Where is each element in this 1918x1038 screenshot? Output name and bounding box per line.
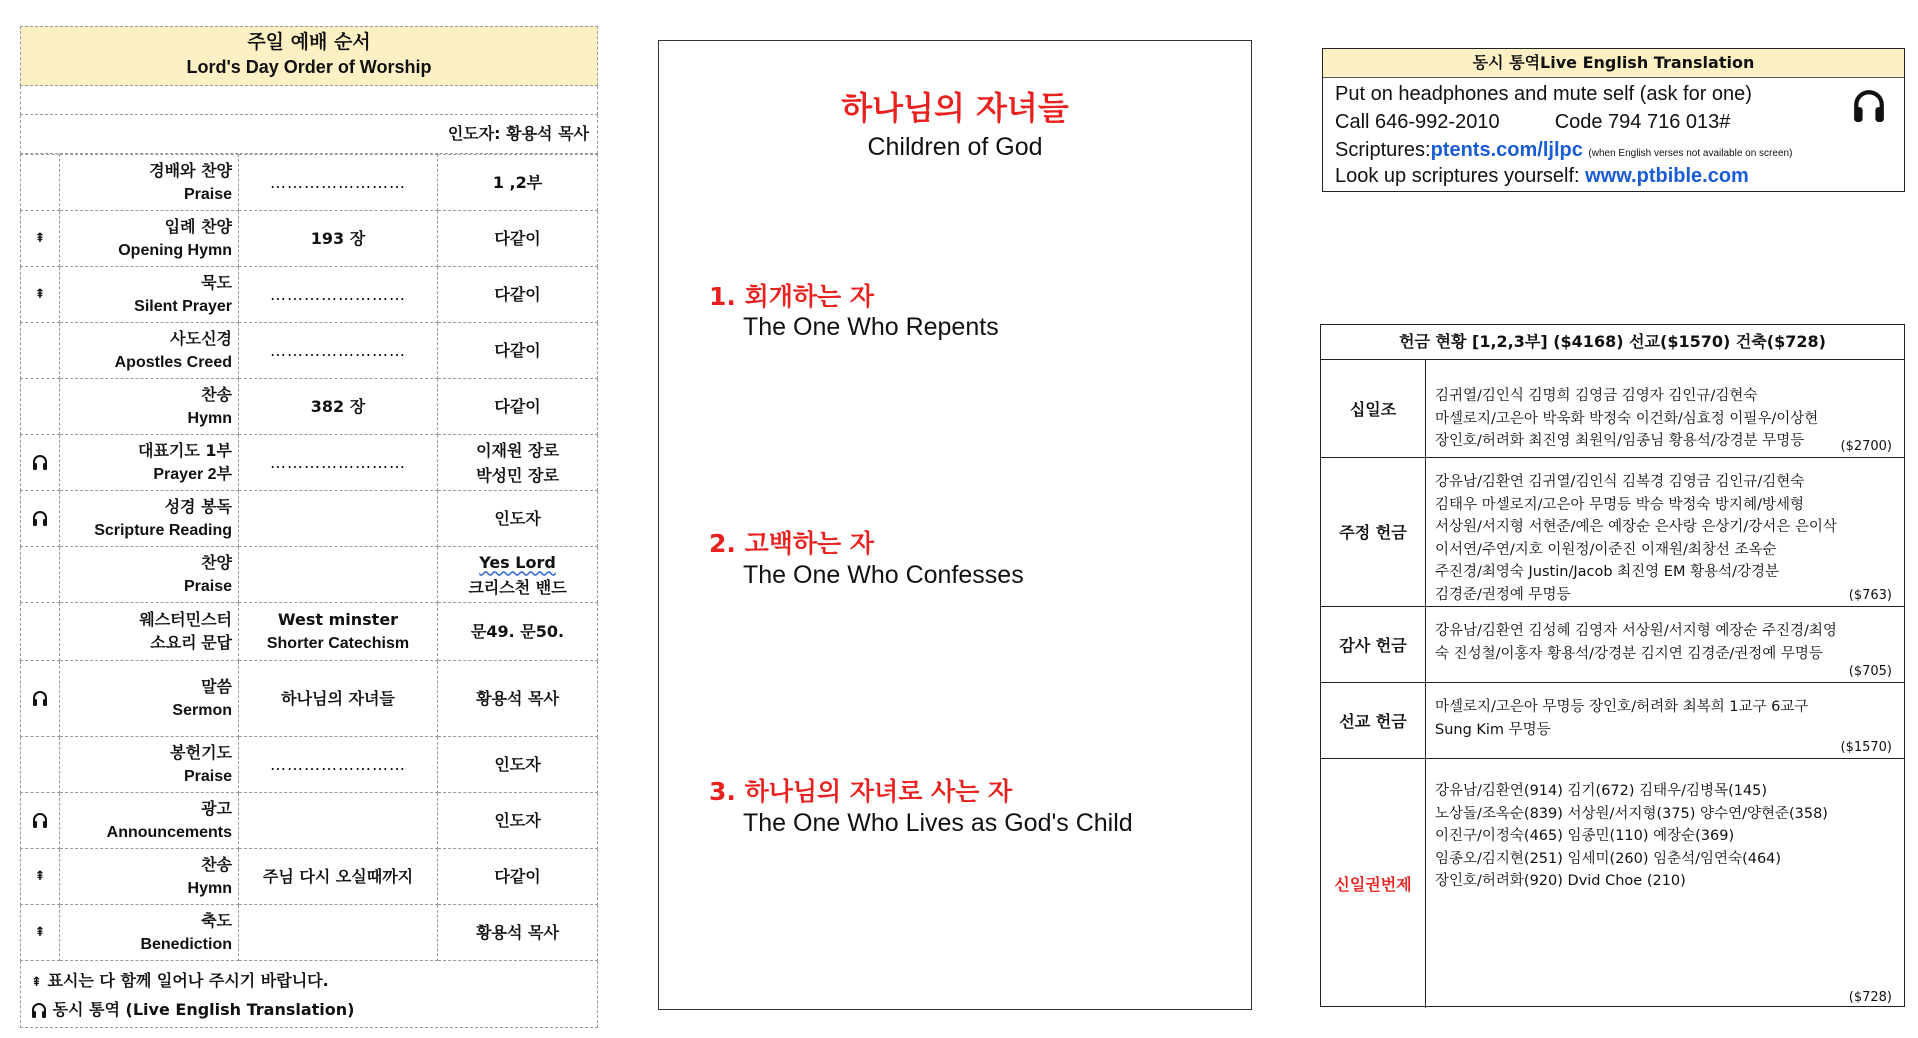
offering-name-line: 장인호/허려화 최진영 최원익/임종님 황용석/강경분 무명등 — [1435, 433, 1805, 449]
sermon-point-1-en: The One Who Repents — [743, 313, 999, 341]
worship-row — [21, 603, 598, 661]
offering-name-line: 강유남/김환연 김성혜 김영자 서상원/서지형 예장순 주진경/최영 — [1435, 623, 1837, 639]
row-name-cell — [60, 211, 239, 267]
row-icon-cell — [21, 267, 60, 323]
worship-header — [20, 26, 598, 86]
headphones-icon — [32, 812, 48, 829]
row-name-en: Praise — [183, 767, 232, 785]
row-middle-cell — [239, 793, 438, 849]
row-name-cell — [60, 905, 239, 961]
sermon-point-3-ko: 3. 하나님의 자녀로 사는 자 — [709, 777, 1013, 806]
offering-row — [1321, 606, 1904, 683]
row-middle-cell — [239, 491, 438, 547]
offering-name-line: 마셀로지/고은아 박욱화 박정숙 이건화/심효정 이필우/이상현 — [1435, 410, 1819, 427]
headphones-icon — [32, 690, 48, 707]
worship-row — [21, 379, 598, 435]
row-right: 이재원 장로 — [476, 440, 559, 460]
translation-line-4 — [1335, 165, 1749, 188]
offering-row — [1321, 758, 1904, 1008]
offering-header: 헌금 현황 [1,2,3부] ($4168) 선교($1570) 건축($728) — [1321, 325, 1904, 360]
row-name-ko: 찬송 — [201, 854, 232, 874]
headphones-icon — [31, 1002, 47, 1019]
row-right-cell — [438, 661, 598, 737]
offering-amount: ($1570) — [1840, 740, 1892, 755]
row-name-cell — [60, 793, 239, 849]
row-name-ko: 묵도 — [201, 272, 232, 292]
offering-name-line: 강유남/김환연 김귀열/김인식 김복경 김영금 김인규/김현숙 — [1435, 474, 1805, 490]
row-name-cell — [60, 267, 239, 323]
offering-category: 신일권번제 — [1321, 758, 1426, 1008]
offering-name-line: Sung Kim 무명등 — [1435, 721, 1551, 738]
row-right: 다같이 — [494, 867, 541, 886]
footnote-stand — [31, 967, 597, 996]
row-icon-cell — [21, 737, 60, 793]
headphones-icon — [1852, 87, 1886, 125]
row-right: 다같이 — [494, 285, 541, 304]
row-name-en: Apostles Creed — [114, 353, 232, 371]
row-right-cell — [438, 491, 598, 547]
row-name-en: Prayer 2부 — [153, 465, 232, 483]
row-middle-2: Shorter Catechism — [266, 634, 410, 652]
row-name-ko: 입례 찬양 — [164, 216, 232, 236]
scriptures-note: (when English verses not available on screen) — [1588, 148, 1793, 159]
translation-box — [1322, 48, 1905, 192]
offering-name-line: 마셀로지/고은아 무명등 장인호/허려화 최복희 1교구 6교구 — [1435, 699, 1809, 715]
standing-icon: ⇞ — [34, 925, 46, 940]
row-right: 다같이 — [494, 397, 541, 416]
worship-row — [21, 737, 598, 793]
worship-leader: 인도자: 황용석 목사 — [20, 115, 598, 154]
offering-amount: ($763) — [1848, 588, 1892, 603]
offering-name-line: 임종오/김지현(251) 임세미(260) 임춘석/임연숙(464) — [1435, 850, 1782, 867]
row-middle: 하나님의 자녀들 — [281, 688, 395, 708]
row-name-cell — [60, 323, 239, 379]
row-right-cell — [438, 323, 598, 379]
row-middle: …………………… — [270, 172, 406, 192]
row-icon-cell — [21, 155, 60, 211]
row-middle-cell — [239, 379, 438, 435]
worship-row — [21, 793, 598, 849]
row-name-ko: 경배와 찬양 — [149, 160, 232, 180]
offering-row — [1321, 359, 1904, 458]
row-name-cell — [60, 491, 239, 547]
row-name-ko: 광고 — [201, 798, 232, 818]
row-middle-cell — [239, 661, 438, 737]
sermon-point-2-en: The One Who Confesses — [743, 561, 1024, 589]
offering-name-line: 김태우 마셀로지/고은아 무명등 박승 박정숙 방지혜/방세형 — [1435, 496, 1804, 513]
worship-row — [21, 211, 598, 267]
translation-call: Call 646-992-2010 — [1335, 111, 1500, 133]
standing-icon: ⇞ — [31, 975, 42, 990]
row-icon-cell — [21, 211, 60, 267]
standing-icon: ⇞ — [34, 869, 46, 884]
row-right: 황용석 목사 — [476, 923, 559, 942]
worship-row — [21, 435, 598, 491]
row-middle-cell — [239, 905, 438, 961]
worship-row — [21, 849, 598, 905]
translation-code: Code 794 716 013# — [1554, 111, 1731, 133]
order-of-worship-panel — [20, 26, 598, 1028]
sermon-point-1-ko: 1. 회개하는 자 — [709, 282, 875, 311]
row-name-ko: 성경 봉독 — [164, 496, 232, 516]
row-right: 다같이 — [494, 341, 541, 360]
lookup-label: Look up scriptures yourself: — [1335, 165, 1586, 187]
row-right-cell — [438, 849, 598, 905]
row-right-cell — [438, 737, 598, 793]
row-name-ko: 찬송 — [201, 384, 232, 404]
scriptures-link[interactable]: ptents.com/ljlpc — [1430, 139, 1583, 161]
offering-amount: ($728) — [1848, 990, 1892, 1005]
row-right: 인도자 — [494, 509, 541, 528]
worship-row — [21, 491, 598, 547]
row-middle-cell — [239, 849, 438, 905]
worship-footnotes — [20, 961, 598, 1028]
row-name-en: Silent Prayer — [134, 297, 232, 315]
offering-category: 감사 헌금 — [1321, 606, 1426, 682]
offering-names — [1435, 696, 1894, 741]
sermon-title-ko: 하나님의 자녀들 — [841, 89, 1069, 127]
sermon-panel — [658, 40, 1252, 1010]
row-right: 문49. 문50. — [470, 622, 565, 641]
translation-header: 동시 통역Live English Translation — [1323, 49, 1904, 78]
headphones-icon — [32, 454, 48, 471]
row-right-cell — [438, 547, 598, 603]
row-middle-cell — [239, 323, 438, 379]
offering-category: 십일조 — [1321, 359, 1426, 457]
row-right: 인도자 — [494, 811, 541, 830]
row-name-en: Hymn — [187, 879, 232, 897]
row-middle-cell — [239, 435, 438, 491]
row-name-ko: 사도신경 — [170, 328, 232, 348]
offering-name-line: 주진경/최영숙 Justin/Jacob 최진영 EM 황용석/강경분 — [1435, 564, 1780, 580]
row-right-cell — [438, 155, 598, 211]
row-name-en: Praise — [183, 577, 232, 595]
row-name-ko: 축도 — [201, 910, 232, 930]
offering-name-line: 김경준/권정예 무명등 — [1435, 586, 1571, 603]
row-right-2: 크리스천 밴드 — [468, 577, 567, 597]
row-icon-cell — [21, 905, 60, 961]
offering-name-line: 김귀열/김인식 김명희 김영금 김영자 김인규/김현숙 — [1435, 388, 1758, 404]
row-name-cell — [60, 435, 239, 491]
sermon-point-3-en: The One Who Lives as God's Child — [743, 809, 1133, 837]
row-middle: …………………… — [270, 452, 406, 472]
row-middle: West minster — [277, 609, 399, 629]
worship-row — [21, 323, 598, 379]
footnote-translation — [31, 996, 597, 1023]
footnote-stand-text: 표시는 다 함께 일어나 주시기 바랍니다. — [47, 971, 329, 990]
row-icon-cell — [21, 547, 60, 603]
row-middle: 382 장 — [310, 396, 366, 416]
sermon-title-en: Children of God — [867, 133, 1043, 161]
row-right: 황용석 목사 — [476, 689, 559, 708]
row-name-cell — [60, 379, 239, 435]
row-middle-cell — [239, 737, 438, 793]
row-name-en: Hymn — [187, 409, 232, 427]
row-middle: 주님 다시 오실때까지 — [262, 866, 414, 886]
row-right-cell — [438, 379, 598, 435]
row-middle-cell — [239, 211, 438, 267]
translation-line-3 — [1335, 139, 1792, 162]
row-icon-cell — [21, 793, 60, 849]
footnote-translation-text: 동시 통역 (Live English Translation) — [52, 1000, 355, 1019]
row-icon-cell — [21, 323, 60, 379]
row-name-en: Praise — [183, 185, 232, 203]
row-right: 인도자 — [494, 755, 541, 774]
row-name-en: Opening Hymn — [118, 241, 232, 259]
row-middle: …………………… — [270, 284, 406, 304]
row-name-en: 소요리 문답 — [150, 634, 232, 652]
row-right-cell — [438, 267, 598, 323]
row-name-ko: 봉헌기도 — [170, 742, 232, 762]
worship-row — [21, 267, 598, 323]
worship-title-en: Lord's Day Order of Worship — [186, 57, 432, 77]
translation-line-1: Put on headphones and mute self (ask for one) — [1335, 83, 1752, 105]
offering-name-line: 서상원/서지형 서현준/예은 예장순 은사랑 은상기/강서은 은이삭 — [1435, 519, 1837, 535]
offering-row — [1321, 682, 1904, 759]
row-middle-cell — [239, 155, 438, 211]
offering-names — [1435, 471, 1894, 606]
offering-amount: ($705) — [1848, 664, 1892, 679]
row-right-cell — [438, 435, 598, 491]
standing-icon: ⇞ — [34, 231, 46, 246]
row-icon-cell — [21, 661, 60, 737]
offering-names — [1435, 620, 1894, 665]
row-name-cell — [60, 737, 239, 793]
row-icon-cell — [21, 379, 60, 435]
row-icon-cell — [21, 849, 60, 905]
row-name-cell — [60, 849, 239, 905]
row-name-en: Announcements — [106, 823, 232, 841]
worship-row — [21, 155, 598, 211]
row-name-cell — [60, 603, 239, 661]
worship-row — [21, 905, 598, 961]
scriptures-label: Scriptures: — [1335, 139, 1431, 161]
row-right-cell — [438, 905, 598, 961]
offering-name-line: 노상돌/조옥순(839) 서상원/서지형(375) 양수연/양현준(358) — [1435, 805, 1828, 822]
worship-row — [21, 661, 598, 737]
worship-table — [20, 154, 598, 961]
row-right: Yes Lord — [479, 552, 556, 572]
row-right: 다같이 — [494, 229, 541, 248]
offering-names — [1435, 385, 1894, 453]
headphones-icon — [32, 510, 48, 527]
offering-names — [1435, 780, 1894, 893]
row-middle: …………………… — [270, 754, 406, 774]
ptbible-link[interactable]: www.ptbible.com — [1585, 165, 1749, 187]
row-middle: …………………… — [270, 340, 406, 360]
offering-name-line: 장인호/허려화(920) Dvid Choe (210) — [1435, 873, 1686, 889]
row-middle-cell — [239, 603, 438, 661]
offering-amount: ($2700) — [1840, 439, 1892, 454]
row-right: 1 ,2부 — [492, 173, 543, 192]
translation-line-2 — [1335, 111, 1730, 134]
row-name-cell — [60, 547, 239, 603]
row-right-cell — [438, 793, 598, 849]
row-icon-cell — [21, 603, 60, 661]
worship-row — [21, 547, 598, 603]
row-middle-cell — [239, 267, 438, 323]
row-name-ko: 찬양 — [201, 552, 232, 572]
offering-category: 선교 헌금 — [1321, 682, 1426, 758]
offering-name-line: 이진구/이정숙(465) 임종민(110) 예장순(369) — [1435, 828, 1735, 844]
row-name-en: Scripture Reading — [94, 521, 232, 539]
row-name-cell — [60, 661, 239, 737]
sermon-point-2-ko: 2. 고백하는 자 — [709, 529, 875, 558]
row-name-en: Benediction — [140, 935, 232, 953]
offering-name-line: 강유남/김환연(914) 김기(672) 김태우/김병목(145) — [1435, 783, 1768, 799]
standing-icon: ⇞ — [34, 287, 46, 302]
row-name-ko: 웨스터민스터 — [139, 609, 232, 629]
worship-spacer — [20, 86, 598, 115]
row-icon-cell — [21, 435, 60, 491]
row-name-cell — [60, 155, 239, 211]
offering-category: 주정 헌금 — [1321, 457, 1426, 606]
row-name-ko: 대표기도 1부 — [138, 440, 232, 460]
offering-name-line: 이서연/주연/지호 이원정/이준진 이재원/최창선 조옥순 — [1435, 541, 1777, 558]
offering-row — [1321, 457, 1904, 607]
row-right-2: 박성민 장로 — [476, 465, 559, 485]
worship-title-ko: 주일 예배 순서 — [247, 31, 371, 53]
row-icon-cell — [21, 491, 60, 547]
offering-panel — [1320, 324, 1905, 1007]
row-middle: 193 장 — [310, 228, 366, 248]
row-right-cell — [438, 603, 598, 661]
row-name-en: Sermon — [172, 701, 232, 719]
row-name-ko: 말씀 — [201, 676, 232, 696]
row-middle-cell — [239, 547, 438, 603]
row-right-cell — [438, 211, 598, 267]
offering-name-line: 숙 진성철/이홍자 황용석/강경분 김지연 김경준/권정예 무명등 — [1435, 645, 1823, 662]
